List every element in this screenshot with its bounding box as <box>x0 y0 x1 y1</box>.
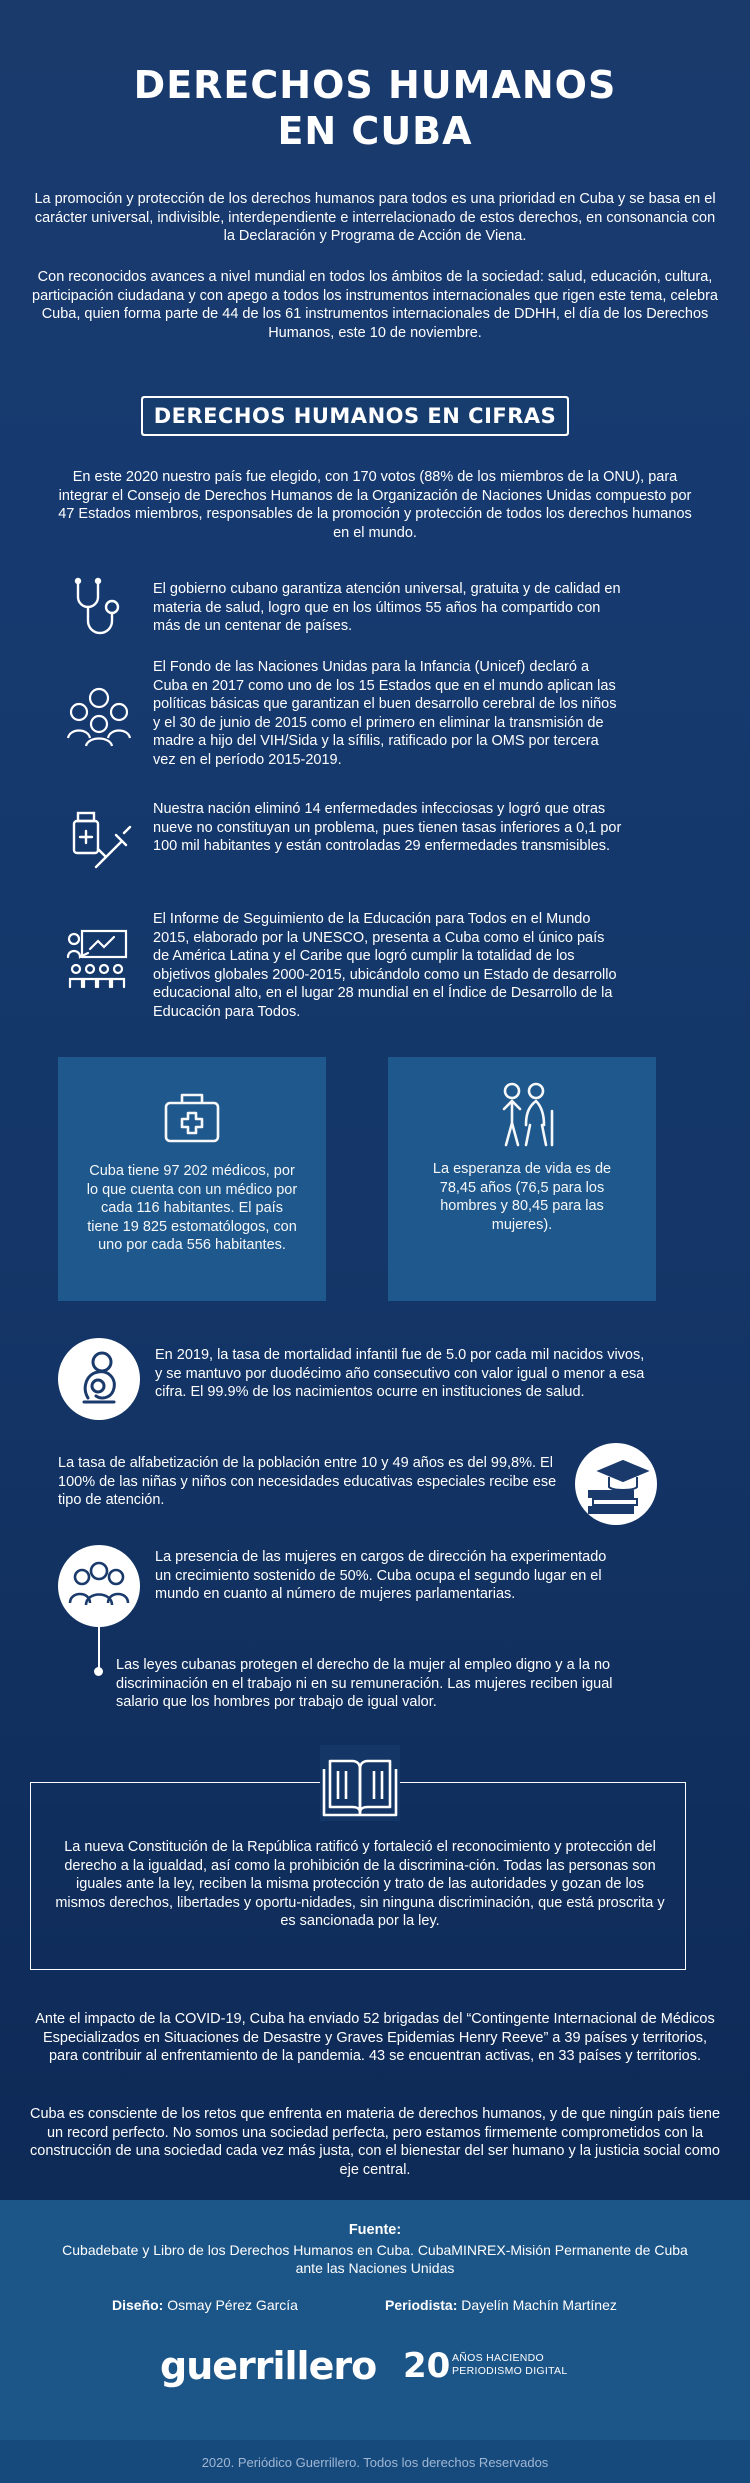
title-line-1: DERECHOS HUMANOS <box>133 63 617 107</box>
journalist-credit <box>385 2297 617 2313</box>
fact-education: El Informe de Seguimiento de la Educación para Todos en el Mundo 2015, elaborado por la UNESCO, presenta a Cuba como el único país de América Latina y el Caribe que logró cumplir la totalidad de los objetivos globales 2000-2015, ubicándolo como un Estado de desarrollo educacional alto, en el lugar 28 mundial en el Índice de Desarrollo de la Educación para Todos. <box>153 911 617 1020</box>
constitution-text: La nueva Constitución de la República ratificó y fortaleció el reconocimiento y protección del derecho a la igualdad, así como la prohibición de la discrimina-ción. Todas las personas son iguales ante la ley, reciben la misma protección y trato de las autoridades y gozan de los mismos derechos, libertades y oportu-nidades, sin ninguna discriminación, que está proscrita y es sancionada por la ley. <box>55 1839 665 1930</box>
copyright: 2020. Periódico Guerrillero. Todos los derechos Reservados <box>201 2455 549 2470</box>
vaccine-icon <box>66 805 136 875</box>
book-icon <box>320 1745 400 1821</box>
design-label: Diseño: <box>112 2297 164 2313</box>
anniversary-line-1: AÑOS HACIENDO <box>452 2352 544 2364</box>
women-group-icon <box>58 1545 140 1627</box>
classroom-icon <box>64 925 134 995</box>
fact-health: El gobierno cubano garantiza atención universal, gratuita y de calidad en materia de salud, logro que en los últimos 55 años ha compartido con más de un centenar de países. <box>153 581 621 635</box>
fact-diseases: Nuestra nación eliminó 14 enfermedades infecciosas y logró que otras nueve no constituyan un problema, pues tienen tasas inferiores a 0,1 por 100 mil habitantes y están controladas 29 enfermedades transmisibles. <box>153 801 622 855</box>
fact-unicef: El Fondo de las Naciones Unidas para la Infancia (Unicef) declaró a Cuba en 2017 como uno de los 15 Estados que en el mundo aplican las políticas básicas que garantizan el buen desarrollo cerebral de los niños y el 30 de junio de 2015 como el primero en eliminar la transmisión de madre a hijo del VIH/Sida y la sífilis, ratificado por la OMS por tercera vez en el período 2015-2019. <box>153 659 617 768</box>
title-line-2: EN CUBA <box>277 109 473 153</box>
stethoscope-icon <box>66 575 136 645</box>
mother-baby-icon <box>58 1338 140 1420</box>
onu-paragraph: En este 2020 nuestro país fue elegido, con 170 votos (88% de los miembros de la ONU), para integrar el Consejo de Derechos Humanos de la Organización de Naciones Unidas compuesto por 47 Estados miembros, responsables de la promoción y protección de todos los derechos humanos en el mundo. <box>58 469 692 541</box>
doctors-text: Cuba tiene 97 202 médicos, por lo que cuenta con un médico por cada 116 habitantes. El país tiene 19 825 estomatólogos, con uno por cada 556 habitantes. <box>86 1163 298 1254</box>
anniversary-text <box>452 2352 567 2378</box>
children-icon <box>64 680 134 750</box>
anniversary-line-2: PERIODISMO DIGITAL <box>452 2365 568 2377</box>
section-banner-label: DERECHOS HUMANOS EN CIFRAS <box>143 398 567 434</box>
connector-line <box>98 1627 100 1671</box>
section-banner <box>141 396 569 436</box>
anniversary-number: 20 <box>403 2346 451 2386</box>
literacy-text: La tasa de alfabetización de la población entre 10 y 49 años es del 99,8%. El 100% de las niñas y niños con necesidades educativas especiales recibe ese tipo de atención. <box>58 1455 557 1509</box>
infant-mortality-text: En 2019, la tasa de mortalidad infantil fue de 5.0 por cada mil nacidos vivos, y se mantuvo por duodécimo año consecutivo con valor igual o menor a esa cifra. El 99.9% de los nacimientos ocurre en instituciones de salud. <box>155 1347 645 1401</box>
intro-paragraph-2: Con reconocidos avances a nivel mundial en todos los ámbitos de la sociedad: salud, educación, cultura, participación ciudadana y con apego a todos los instrumentos internacionales que rigen este tema, celebra Cuba, quien forma parte de 44 de los 61 instrumentos internacionales de DDHH, el día de los Derechos Humanos, este 10 de noviembre. <box>32 269 718 341</box>
covid-text: Ante el impacto de la COVID-19, Cuba ha enviado 52 brigadas del “Contingente Internacional de Médicos Especializados en Situaciones de Desastre y Graves Epidemias Henry Reeve” a 39 países y territorios, para contribuir al enfrentamiento de la pandemia. 43 se encuentran activas, en 33 países y territorios. <box>35 2011 715 2065</box>
closing-text: Cuba es consciente de los retos que enfrenta en materia de derechos humanos, y de que ningún país tiene un record perfecto. No somos una sociedad perfecta, pero estamos firmemente comprometidos con la construcción de una sociedad cada vez más justa, con el bienestar del ser humano y la justicia social como eje central. <box>30 2106 721 2178</box>
journalist-label: Periodista: <box>385 2297 458 2313</box>
source-label: Fuente: <box>348 2222 402 2238</box>
women-labor-text: Las leyes cubanas protegen el derecho de la mujer al empleo digno y a la no discriminación en el trabajo ni en su remuneración. Las mujeres reciben igual salario que los hombres por trabajo de igual valor. <box>116 1657 613 1711</box>
journalist-name: Dayelín Machín Martínez <box>461 2297 617 2313</box>
page-title <box>0 62 750 154</box>
connector-dot <box>94 1667 103 1676</box>
intro-paragraph-1: La promoción y protección de los derechos humanos para todos es una prioridad en Cuba y se basa en el carácter universal, indivisible, interdependiente e interrelacionado de estos derechos, en consonancia con la Declaración y Programa de Acción de Viena. <box>34 191 716 245</box>
logo: guerrillero <box>160 2344 377 2388</box>
doctors-card <box>58 1057 326 1301</box>
medical-kit-icon <box>162 1087 222 1147</box>
life-expectancy-card <box>388 1057 656 1301</box>
life-expectancy-text: La esperanza de vida es de 78,45 años (76,5 para los hombres y 80,45 para las mujeres). <box>432 1161 612 1233</box>
elderly-couple-icon <box>492 1081 556 1147</box>
women-leaders-text: La presencia de las mujeres en cargos de dirección ha experimentado un crecimiento sostenido de 50%. Cuba ocupa el segundo lugar en el mundo en cuanto al número de mujeres parlamentarias. <box>155 1549 607 1603</box>
source-text: Cubadebate y Libro de los Derechos Humanos en Cuba. CubaMINREX-Misión Permanente de Cuba ante las Naciones Unidas <box>62 2242 688 2276</box>
design-credit <box>112 2297 298 2313</box>
graduation-books-icon <box>575 1443 657 1525</box>
design-name: Osmay Pérez García <box>167 2297 298 2313</box>
